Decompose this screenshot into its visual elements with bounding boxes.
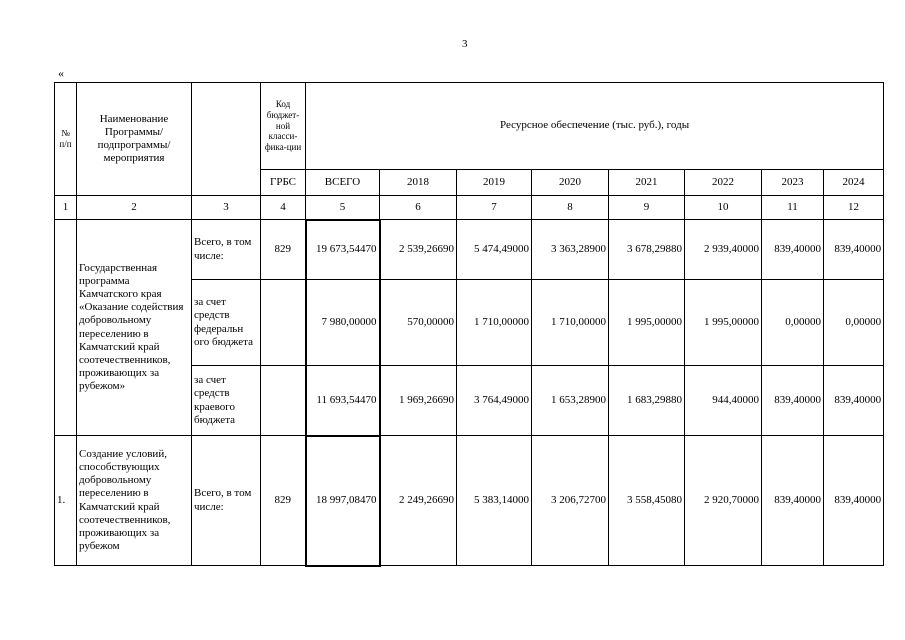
federal-value-2020: 1 710,00000 bbox=[532, 280, 609, 366]
column-number: 7 bbox=[457, 196, 532, 220]
header-resources: Ресурсное обеспечение (тыс. руб.), годы bbox=[306, 83, 884, 170]
column-number: 10 bbox=[685, 196, 762, 220]
federal-value-2021: 1 995,00000 bbox=[609, 280, 685, 366]
program-value-2020: 3 363,28900 bbox=[532, 220, 609, 280]
header-year-2020: 2020 bbox=[532, 170, 609, 196]
measure-value-2018: 2 249,26690 bbox=[380, 436, 457, 566]
header-year-2019: 2019 bbox=[457, 170, 532, 196]
measure-value-2020: 3 206,72700 bbox=[532, 436, 609, 566]
measure-value-2019: 5 383,14000 bbox=[457, 436, 532, 566]
program-grbs: 829 bbox=[261, 220, 306, 280]
header-row-top bbox=[55, 83, 884, 170]
federal-value-2018: 570,00000 bbox=[380, 280, 457, 366]
column-number-row bbox=[55, 196, 884, 220]
column-number: 5 bbox=[306, 196, 380, 220]
header-year-2021: 2021 bbox=[609, 170, 685, 196]
column-number: 2 bbox=[77, 196, 192, 220]
program-num-blank bbox=[55, 220, 77, 436]
regional-value-2020: 1 653,28900 bbox=[532, 366, 609, 436]
program-value-2021: 3 678,29880 bbox=[609, 220, 685, 280]
column-number: 3 bbox=[192, 196, 261, 220]
column-number: 11 bbox=[762, 196, 824, 220]
federal-source: за счет средств федеральн ого бюджета bbox=[192, 280, 261, 366]
regional-value-2018: 1 969,26690 bbox=[380, 366, 457, 436]
header-year-2022: 2022 bbox=[685, 170, 762, 196]
measure-value-2024: 839,40000 bbox=[824, 436, 884, 566]
program-source: Всего, в том числе: bbox=[192, 220, 261, 280]
header-year-2023: 2023 bbox=[762, 170, 824, 196]
header-source-blank bbox=[192, 83, 261, 196]
header-total: ВСЕГО bbox=[306, 170, 380, 196]
header-code: Код бюджет-ной класси-фика-ции bbox=[261, 83, 306, 170]
budget-table bbox=[54, 82, 884, 567]
opening-quote-mark: « bbox=[58, 66, 64, 80]
measure-name: Создание условий, способствующих добровольному переселению в Камчатский край соотечественников, проживающих за рубежом bbox=[77, 436, 192, 566]
measure-value-2021: 3 558,45080 bbox=[609, 436, 685, 566]
regional-value-2023: 839,40000 bbox=[762, 366, 824, 436]
header-year-2018: 2018 bbox=[380, 170, 457, 196]
page-number: 3 bbox=[462, 38, 468, 50]
federal-value-2023: 0,00000 bbox=[762, 280, 824, 366]
regional-value-2024: 839,40000 bbox=[824, 366, 884, 436]
federal-total: 7 980,00000 bbox=[306, 280, 380, 366]
regional-grbs bbox=[261, 366, 306, 436]
program-row-total bbox=[55, 220, 884, 280]
measure-num: 1. bbox=[55, 436, 77, 566]
program-value-2022: 2 939,40000 bbox=[685, 220, 762, 280]
regional-source: за счет средств краевого бюджета bbox=[192, 366, 261, 436]
program-value-2023: 839,40000 bbox=[762, 220, 824, 280]
measure-value-2022: 2 920,70000 bbox=[685, 436, 762, 566]
measure-grbs: 829 bbox=[261, 436, 306, 566]
program-total: 19 673,54470 bbox=[306, 220, 380, 280]
regional-total: 11 693,54470 bbox=[306, 366, 380, 436]
measure-row bbox=[55, 436, 884, 566]
regional-value-2021: 1 683,29880 bbox=[609, 366, 685, 436]
regional-value-2022: 944,40000 bbox=[685, 366, 762, 436]
program-value-2024: 839,40000 bbox=[824, 220, 884, 280]
measure-total: 18 997,08470 bbox=[306, 436, 380, 566]
header-year-2024: 2024 bbox=[824, 170, 884, 196]
header-grbs: ГРБС bbox=[261, 170, 306, 196]
program-name: Государственная программа Камчатского края «Оказание содействия добровольному переселению в Камчатский край соотечественников, проживающих за рубежом» bbox=[77, 220, 192, 436]
program-value-2019: 5 474,49000 bbox=[457, 220, 532, 280]
column-number: 9 bbox=[609, 196, 685, 220]
header-num: № п/п bbox=[55, 83, 77, 196]
column-number: 12 bbox=[824, 196, 884, 220]
column-number: 4 bbox=[261, 196, 306, 220]
column-number: 6 bbox=[380, 196, 457, 220]
column-number: 1 bbox=[55, 196, 77, 220]
program-value-2018: 2 539,26690 bbox=[380, 220, 457, 280]
regional-value-2019: 3 764,49000 bbox=[457, 366, 532, 436]
federal-value-2022: 1 995,00000 bbox=[685, 280, 762, 366]
column-number: 8 bbox=[532, 196, 609, 220]
measure-value-2023: 839,40000 bbox=[762, 436, 824, 566]
federal-value-2019: 1 710,00000 bbox=[457, 280, 532, 366]
federal-value-2024: 0,00000 bbox=[824, 280, 884, 366]
header-name: Наименование Программы/ подпрограммы/ мероприятия bbox=[77, 83, 192, 196]
federal-grbs bbox=[261, 280, 306, 366]
measure-source: Всего, в том числе: bbox=[192, 436, 261, 566]
